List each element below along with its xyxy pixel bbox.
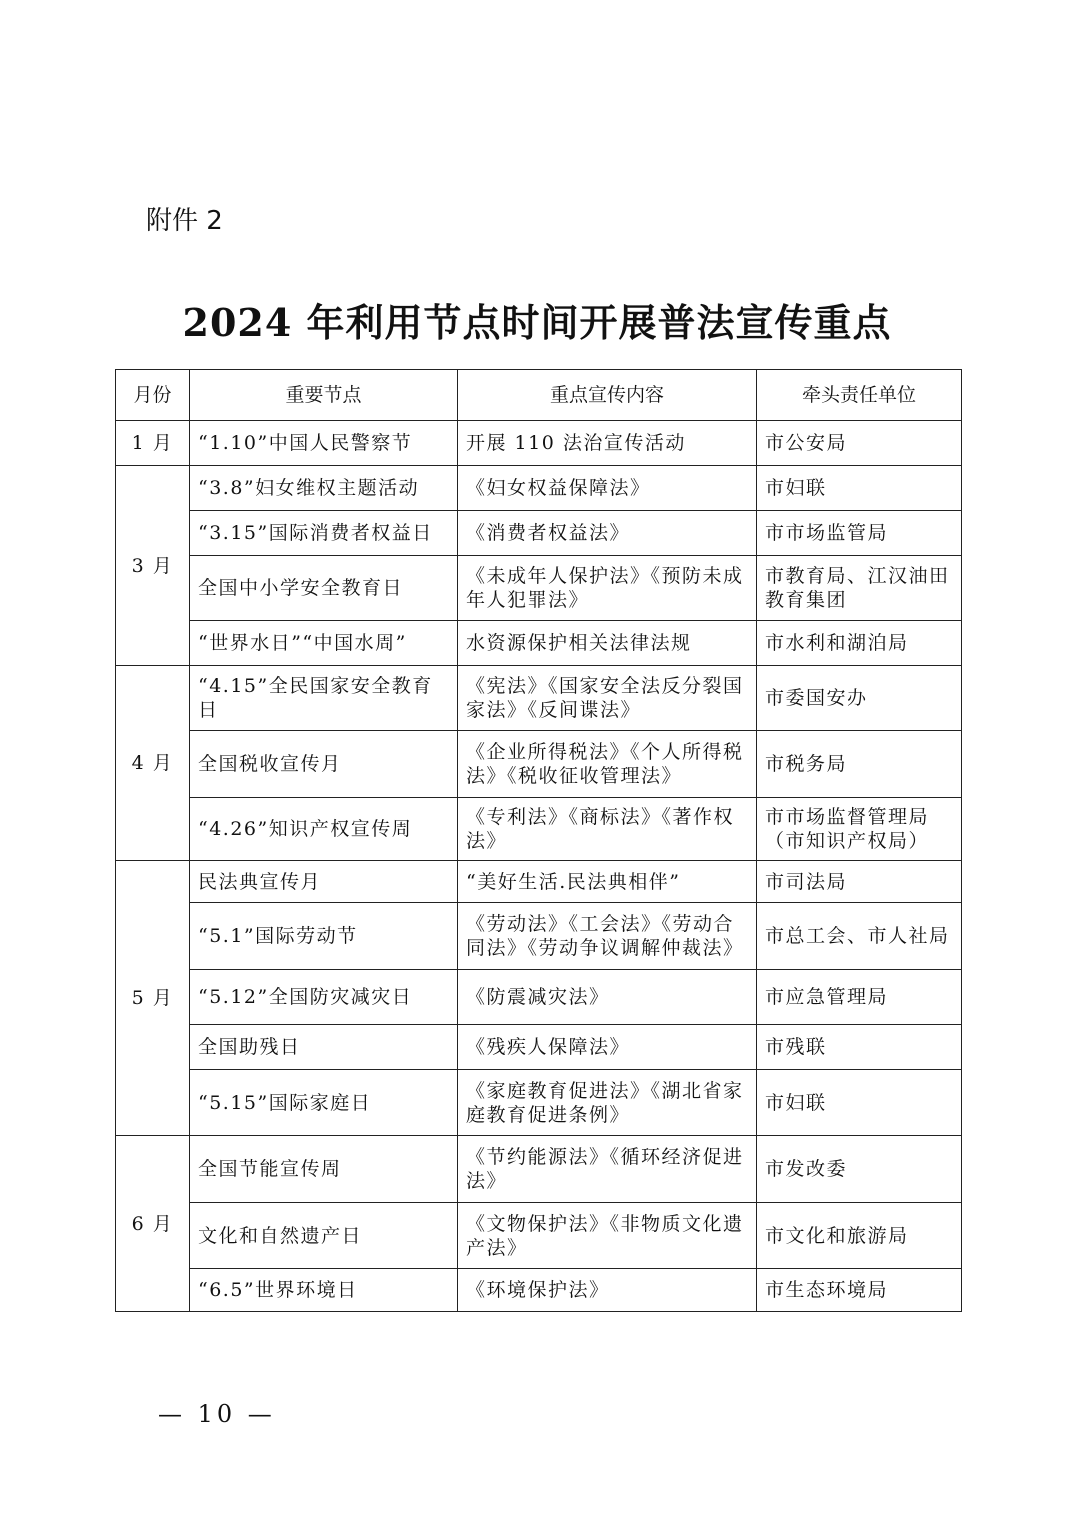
unit-cell: 市应急管理局	[757, 970, 962, 1025]
table-row	[116, 861, 962, 903]
table-row	[116, 1025, 962, 1070]
content-cell: 《残疾人保障法》	[458, 1025, 757, 1070]
content-cell: 《防震减灾法》	[458, 970, 757, 1025]
node-cell: 全国中小学安全教育日	[190, 556, 458, 621]
month-cell: 5 月	[116, 861, 190, 1136]
unit-cell: 市委国安办	[757, 666, 962, 731]
table-row	[116, 421, 962, 466]
promotion-plan-table	[115, 369, 962, 1312]
table-row	[116, 731, 962, 798]
document-title: 2024 年利用节点时间开展普法宣传重点	[182, 300, 892, 345]
unit-cell: 市文化和旅游局	[757, 1203, 962, 1269]
unit-cell: 市市场监管局	[757, 511, 962, 556]
header-month: 月份	[116, 370, 190, 421]
unit-cell: 市妇联	[757, 466, 962, 511]
unit-cell: 市教育局、江汉油田教育集团	[757, 556, 962, 621]
table-row	[116, 1269, 962, 1312]
unit-cell: 市生态环境局	[757, 1269, 962, 1312]
node-cell: “4.15”全民国家安全教育日	[190, 666, 458, 731]
month-cell: 6 月	[116, 1136, 190, 1312]
table-row	[116, 903, 962, 970]
unit-cell: 市总工会、市人社局	[757, 903, 962, 970]
unit-cell: 市妇联	[757, 1070, 962, 1136]
attachment-label: 附件 2	[146, 206, 223, 236]
content-cell: 《专利法》《商标法》《著作权法》	[458, 798, 757, 861]
table-body	[116, 421, 962, 1312]
unit-cell: 市发改委	[757, 1136, 962, 1203]
table-row	[116, 1070, 962, 1136]
node-cell: 全国节能宣传周	[190, 1136, 458, 1203]
table-row	[116, 511, 962, 556]
header-content: 重点宣传内容	[458, 370, 757, 421]
month-cell: 4 月	[116, 666, 190, 861]
table-header-row	[116, 370, 962, 421]
table-row	[116, 970, 962, 1025]
unit-cell: 市市场监督管理局（市知识产权局）	[757, 798, 962, 861]
node-cell: “4.26”知识产权宣传周	[190, 798, 458, 861]
node-cell: “世界水日”“中国水周”	[190, 621, 458, 666]
header-node: 重要节点	[190, 370, 458, 421]
page-number: — 10 —	[158, 1400, 276, 1428]
table-row	[116, 556, 962, 621]
table-row	[116, 798, 962, 861]
table-row	[116, 1136, 962, 1203]
node-cell: “3.15”国际消费者权益日	[190, 511, 458, 556]
unit-cell: 市残联	[757, 1025, 962, 1070]
node-cell: 全国税收宣传月	[190, 731, 458, 798]
node-cell: “3.8”妇女维权主题活动	[190, 466, 458, 511]
content-cell: 《企业所得税法》《个人所得税法》《税收征收管理法》	[458, 731, 757, 798]
content-cell: 《劳动法》《工会法》《劳动合同法》《劳动争议调解仲裁法》	[458, 903, 757, 970]
content-cell: 《妇女权益保障法》	[458, 466, 757, 511]
content-cell: 《节约能源法》《循环经济促进法》	[458, 1136, 757, 1203]
content-cell: 开展 110 法治宣传活动	[458, 421, 757, 466]
month-cell: 1 月	[116, 421, 190, 466]
header-unit: 牵头责任单位	[757, 370, 962, 421]
node-cell: “5.15”国际家庭日	[190, 1070, 458, 1136]
unit-cell: 市公安局	[757, 421, 962, 466]
content-cell: 《文物保护法》《非物质文化遗产法》	[458, 1203, 757, 1269]
unit-cell: 市司法局	[757, 861, 962, 903]
table-row	[116, 666, 962, 731]
node-cell: 民法典宣传月	[190, 861, 458, 903]
content-cell: “美好生活.民法典相伴”	[458, 861, 757, 903]
table-row	[116, 621, 962, 666]
content-cell: 《未成年人保护法》《预防未成年人犯罪法》	[458, 556, 757, 621]
node-cell: “6.5”世界环境日	[190, 1269, 458, 1312]
unit-cell: 市税务局	[757, 731, 962, 798]
node-cell: 文化和自然遗产日	[190, 1203, 458, 1269]
table-row	[116, 466, 962, 511]
node-cell: “5.1”国际劳动节	[190, 903, 458, 970]
month-cell: 3 月	[116, 466, 190, 666]
node-cell: “1.10”中国人民警察节	[190, 421, 458, 466]
unit-cell: 市水利和湖泊局	[757, 621, 962, 666]
table-row	[116, 1203, 962, 1269]
node-cell: “5.12”全国防灾减灾日	[190, 970, 458, 1025]
content-cell: 《消费者权益法》	[458, 511, 757, 556]
content-cell: 水资源保护相关法律法规	[458, 621, 757, 666]
node-cell: 全国助残日	[190, 1025, 458, 1070]
content-cell: 《家庭教育促进法》《湖北省家庭教育促进条例》	[458, 1070, 757, 1136]
content-cell: 《环境保护法》	[458, 1269, 757, 1312]
content-cell: 《宪法》《国家安全法反分裂国家法》《反间谍法》	[458, 666, 757, 731]
